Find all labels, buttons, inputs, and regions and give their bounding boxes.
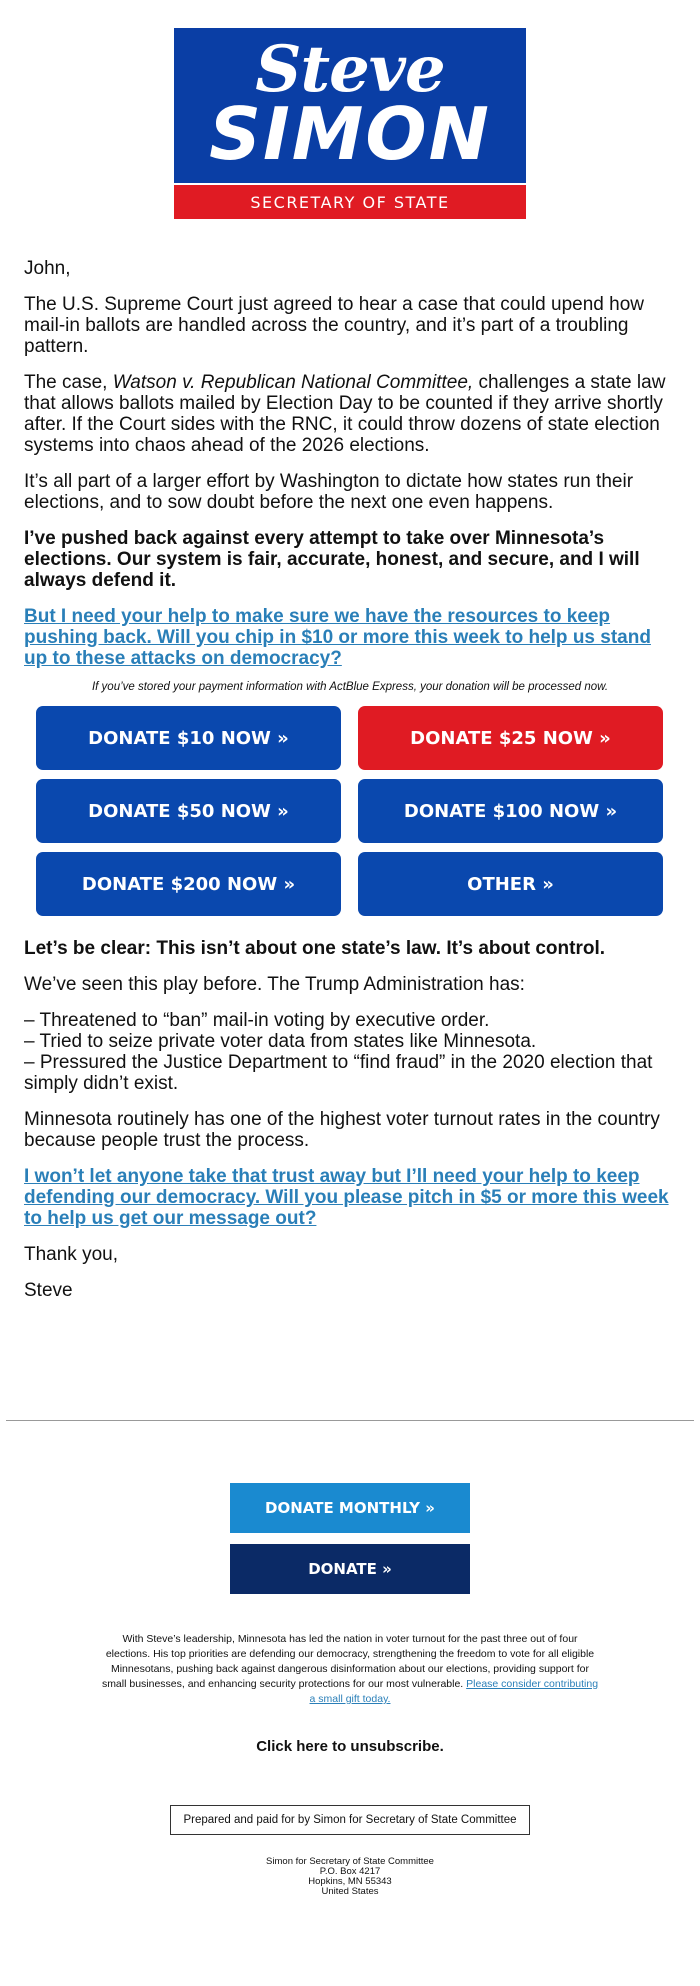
case-name: Watson v. Republican National Committee,: [112, 372, 474, 393]
cta-2-container: [24, 1166, 676, 1229]
paragraph-1: The U.S. Supreme Court just agreed to hear a case that could upend how mail-in ballots are handled across the country, and it’s part of a troubling pattern.: [24, 294, 644, 357]
donate-100-button[interactable]: DONATE $100 NOW »: [358, 779, 663, 843]
small-gift-link[interactable]: Please consider contributing a small gift today.: [309, 1678, 599, 1705]
footer-divider: [6, 1420, 694, 1421]
footer-blurb-text: With Steve’s leadership, Minnesota has led the nation in voter turnout for the past three out of four elections. His top priorities are defending our democracy, strengthening the freedom to vote for all eligible Minnesotans, pushing back against dangerous disinformation about our elections, providing support for small businesses, and enhancing security protections for our most vulnerable.: [101, 1633, 595, 1690]
list-item: – Tried to seize private voter data from states like Minnesota.: [24, 1031, 537, 1052]
cta-link-1[interactable]: But I need your help to make sure we have the resources to keep pushing back. Will you chip in $10 or more this week to help us stand up to these attacks on democracy?: [24, 606, 651, 669]
cta-1-container: [24, 606, 676, 669]
logo-last-name: SIMON: [209, 92, 491, 176]
address-line: Hopkins, MN 55343: [308, 1876, 392, 1887]
donate-25-button[interactable]: DONATE $25 NOW »: [358, 706, 663, 770]
email-body: [24, 258, 676, 1316]
donate-10-button[interactable]: DONATE $10 NOW »: [36, 706, 341, 770]
paragraph-2-prefix: The case,: [24, 372, 113, 393]
donate-200-button[interactable]: DONATE $200 NOW »: [36, 852, 341, 916]
list-item: – Pressured the Justice Department to “find fraud” in the 2020 election that simply didn’t exist.: [24, 1052, 653, 1094]
mailing-address: [0, 1857, 700, 1897]
donate-button[interactable]: DONATE »: [230, 1544, 470, 1594]
donate-monthly-button[interactable]: DONATE MONTHLY »: [230, 1483, 470, 1533]
signoff: Thank you,: [24, 1244, 118, 1265]
donate-other-button[interactable]: OTHER »: [358, 852, 663, 916]
paragraph-2-rest: challenges a state law that allows ballots mailed by Election Day to be counted if they arrive shortly after. If the Court sides with the RNC, it could throw dozens of state election systems into chaos ahead of the 2026 elections.: [24, 372, 666, 456]
logo-blue-panel: [174, 28, 526, 183]
donate-button-grid: [36, 706, 676, 916]
address-line: Simon for Secretary of State Committee: [266, 1856, 434, 1867]
actblue-express-note: If you’ve stored your payment information with ActBlue Express, your donation will be processed now.: [91, 681, 609, 693]
paragraph-5-bold: Let’s be clear: This isn’t about one state’s law. It’s about control.: [24, 938, 606, 959]
paragraph-4-bold: I’ve pushed back against every attempt to take over Minnesota’s elections. Our system is fair, accurate, honest, and secure, and I will always defend it.: [24, 528, 640, 591]
paragraph-7: Minnesota routinely has one of the highest voter turnout rates in the country because people trust the process.: [24, 1109, 660, 1151]
greeting: John,: [24, 258, 71, 279]
footer-blurb: [100, 1632, 600, 1707]
donate-50-button[interactable]: DONATE $50 NOW »: [36, 779, 341, 843]
address-line: P.O. Box 4217: [319, 1866, 381, 1877]
campaign-logo[interactable]: [174, 28, 526, 219]
paragraph-6: We’ve seen this play before. The Trump Administration has:: [24, 974, 525, 995]
administration-actions-list: [24, 1010, 676, 1094]
signature: Steve: [24, 1280, 73, 1301]
paragraph-3: It’s all part of a larger effort by Washington to dictate how states run their elections, and to sow doubt before the next one even happens.: [24, 471, 634, 513]
paragraph-2: [24, 372, 676, 456]
list-item: – Threatened to “ban” mail-in voting by executive order.: [24, 1010, 490, 1031]
address-line: United States: [321, 1886, 379, 1897]
logo-red-band: [174, 185, 526, 219]
logo-first-name: Steve: [255, 32, 445, 107]
unsubscribe-link[interactable]: Click here to unsubscribe.: [256, 1738, 444, 1755]
logo-subtitle: SECRETARY OF STATE: [250, 193, 450, 212]
cta-link-2[interactable]: I won’t let anyone take that trust away but I’ll need your help to keep defending our democracy. Will you please pitch in $5 or more this week to help us get our message out?: [24, 1166, 669, 1229]
paid-for-disclaimer: Prepared and paid for by Simon for Secretary of State Committee: [170, 1805, 530, 1835]
